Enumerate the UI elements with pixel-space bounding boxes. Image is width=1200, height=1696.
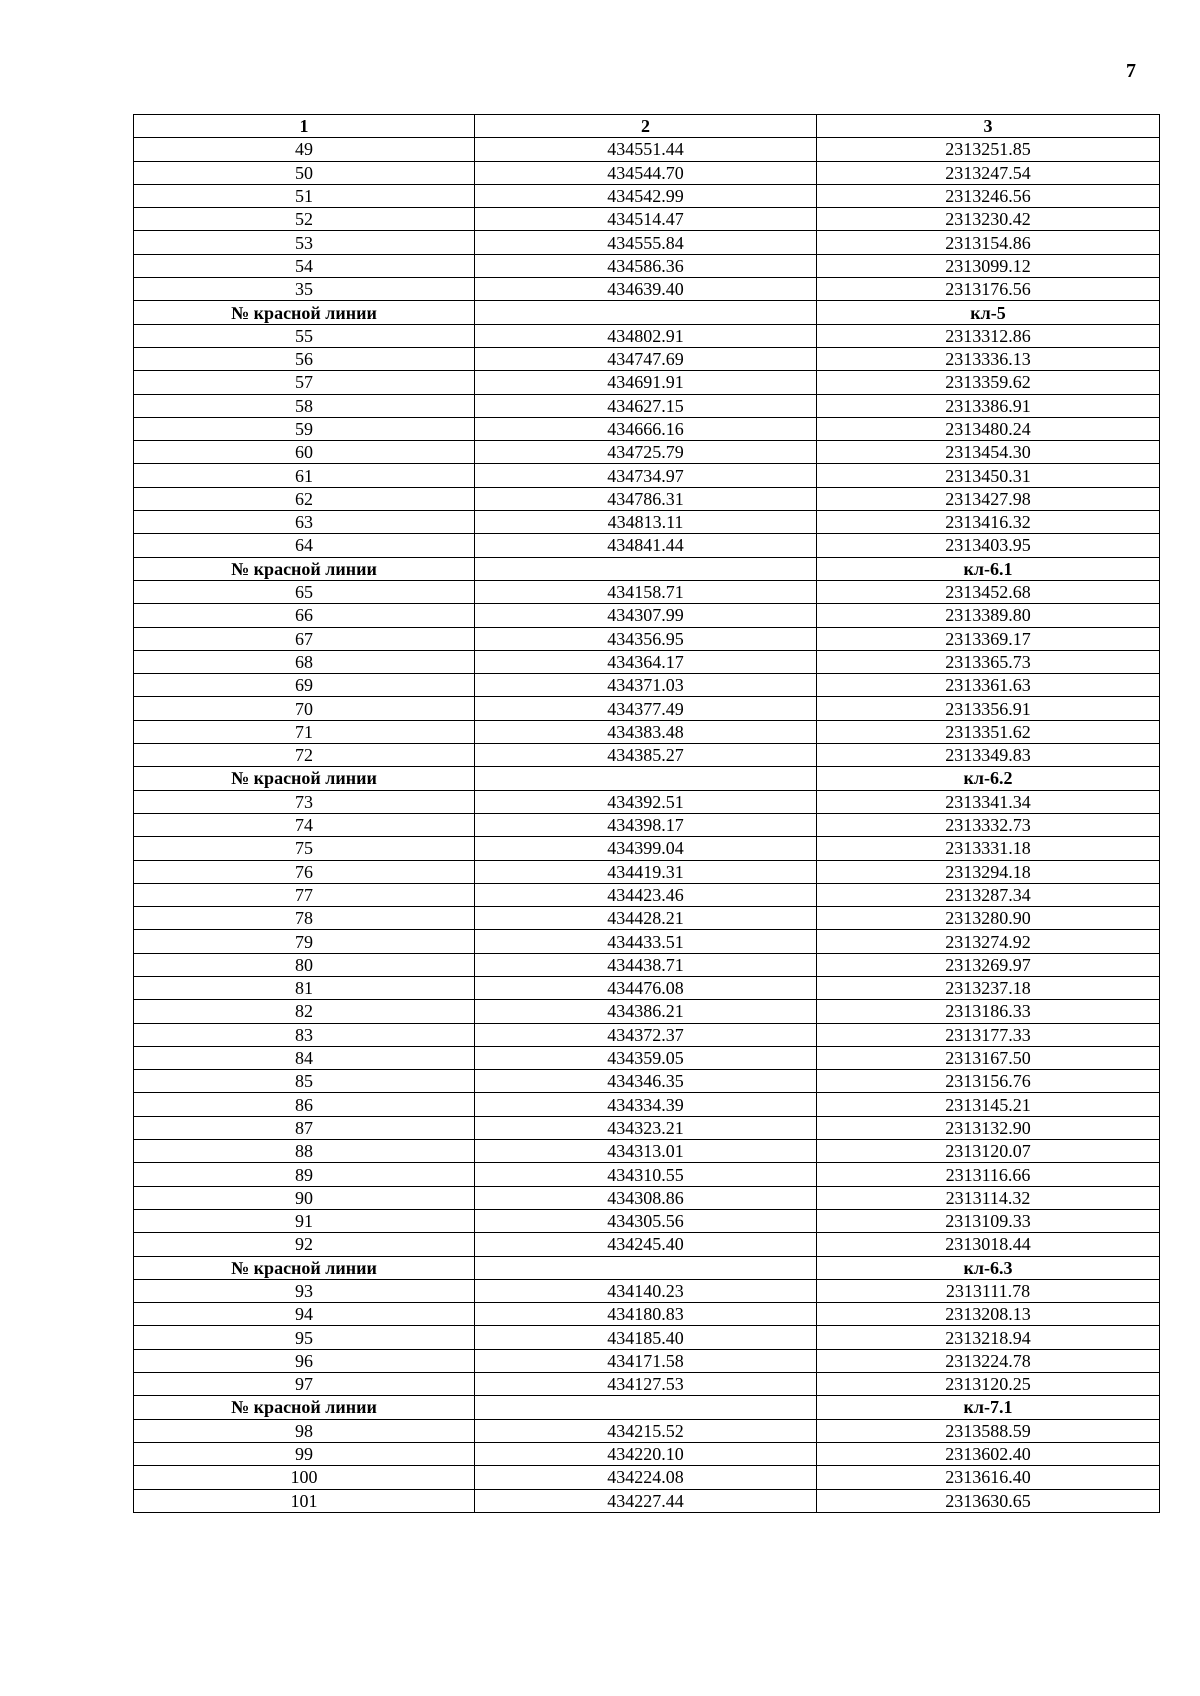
point-number-cell: 62 [134, 487, 475, 510]
section-empty-cell [475, 301, 817, 324]
point-number-cell: 93 [134, 1279, 475, 1302]
y-coordinate-cell: 2313616.40 [817, 1466, 1160, 1489]
section-empty-cell [475, 557, 817, 580]
y-coordinate-cell: 2313349.83 [817, 744, 1160, 767]
point-number-cell: 80 [134, 953, 475, 976]
point-number-cell: 98 [134, 1419, 475, 1442]
y-coordinate-cell: 2313274.92 [817, 930, 1160, 953]
table-row [134, 860, 1160, 883]
y-coordinate-cell: 2313186.33 [817, 1000, 1160, 1023]
table-row [134, 1116, 1160, 1139]
table-row [134, 930, 1160, 953]
x-coordinate-cell: 434185.40 [475, 1326, 817, 1349]
y-coordinate-cell: 2313224.78 [817, 1349, 1160, 1372]
x-coordinate-cell: 434346.35 [475, 1070, 817, 1093]
point-number-cell: 63 [134, 511, 475, 534]
point-number-cell: 57 [134, 371, 475, 394]
y-coordinate-cell: 2313208.13 [817, 1303, 1160, 1326]
point-number-cell: 66 [134, 604, 475, 627]
section-empty-cell [475, 1396, 817, 1419]
y-coordinate-cell: 2313480.24 [817, 417, 1160, 440]
x-coordinate-cell: 434127.53 [475, 1373, 817, 1396]
y-coordinate-cell: 2313156.76 [817, 1070, 1160, 1093]
x-coordinate-cell: 434627.15 [475, 394, 817, 417]
x-coordinate-cell: 434220.10 [475, 1442, 817, 1465]
table-row [134, 1466, 1160, 1489]
section-label-cell: № красной линии [134, 767, 475, 790]
point-number-cell: 59 [134, 417, 475, 440]
red-line-id-cell: кл-6.2 [817, 767, 1160, 790]
table-row [134, 1489, 1160, 1512]
y-coordinate-cell: 2313018.44 [817, 1233, 1160, 1256]
point-number-cell: 70 [134, 697, 475, 720]
point-number-cell: 71 [134, 720, 475, 743]
point-number-cell: 95 [134, 1326, 475, 1349]
x-coordinate-cell: 434433.51 [475, 930, 817, 953]
table-row [134, 278, 1160, 301]
table-row [134, 790, 1160, 813]
x-coordinate-cell: 434171.58 [475, 1349, 817, 1372]
x-coordinate-cell: 434419.31 [475, 860, 817, 883]
point-number-cell: 52 [134, 208, 475, 231]
point-number-cell: 60 [134, 441, 475, 464]
table-row [134, 1303, 1160, 1326]
table-row [134, 324, 1160, 347]
y-coordinate-cell: 2313269.97 [817, 953, 1160, 976]
point-number-cell: 89 [134, 1163, 475, 1186]
x-coordinate-cell: 434399.04 [475, 837, 817, 860]
y-coordinate-cell: 2313369.17 [817, 627, 1160, 650]
x-coordinate-cell: 434305.56 [475, 1209, 817, 1232]
y-coordinate-cell: 2313154.86 [817, 231, 1160, 254]
x-coordinate-cell: 434383.48 [475, 720, 817, 743]
table-row [134, 1046, 1160, 1069]
coordinates-table [133, 114, 1160, 1513]
y-coordinate-cell: 2313116.66 [817, 1163, 1160, 1186]
x-coordinate-cell: 434224.08 [475, 1466, 817, 1489]
table-row [134, 1279, 1160, 1302]
y-coordinate-cell: 2313386.91 [817, 394, 1160, 417]
y-coordinate-cell: 2313167.50 [817, 1046, 1160, 1069]
table-row [134, 1373, 1160, 1396]
point-number-cell: 54 [134, 254, 475, 277]
x-coordinate-cell: 434371.03 [475, 674, 817, 697]
point-number-cell: 100 [134, 1466, 475, 1489]
y-coordinate-cell: 2313251.85 [817, 138, 1160, 161]
point-number-cell: 86 [134, 1093, 475, 1116]
red-line-id-cell: кл-6.1 [817, 557, 1160, 580]
point-number-cell: 83 [134, 1023, 475, 1046]
table-row [134, 417, 1160, 440]
point-number-cell: 72 [134, 744, 475, 767]
table-row [134, 1442, 1160, 1465]
table-row [134, 953, 1160, 976]
y-coordinate-cell: 2313427.98 [817, 487, 1160, 510]
y-coordinate-cell: 2313365.73 [817, 650, 1160, 673]
y-coordinate-cell: 2313351.62 [817, 720, 1160, 743]
y-coordinate-cell: 2313450.31 [817, 464, 1160, 487]
y-coordinate-cell: 2313454.30 [817, 441, 1160, 464]
section-label-cell: № красной линии [134, 301, 475, 324]
x-coordinate-cell: 434398.17 [475, 813, 817, 836]
x-coordinate-cell: 434392.51 [475, 790, 817, 813]
y-coordinate-cell: 2313452.68 [817, 580, 1160, 603]
point-number-cell: 90 [134, 1186, 475, 1209]
point-number-cell: 88 [134, 1140, 475, 1163]
x-coordinate-cell: 434310.55 [475, 1163, 817, 1186]
red-line-id-cell: кл-6.3 [817, 1256, 1160, 1279]
table-header-row [134, 115, 1160, 138]
table-row [134, 1093, 1160, 1116]
column-header: 2 [475, 115, 817, 138]
section-empty-cell [475, 1256, 817, 1279]
table-row [134, 487, 1160, 510]
point-number-cell: 94 [134, 1303, 475, 1326]
y-coordinate-cell: 2313331.18 [817, 837, 1160, 860]
table-row [134, 371, 1160, 394]
x-coordinate-cell: 434555.84 [475, 231, 817, 254]
x-coordinate-cell: 434227.44 [475, 1489, 817, 1512]
point-number-cell: 53 [134, 231, 475, 254]
y-coordinate-cell: 2313177.33 [817, 1023, 1160, 1046]
y-coordinate-cell: 2313356.91 [817, 697, 1160, 720]
point-number-cell: 64 [134, 534, 475, 557]
y-coordinate-cell: 2313132.90 [817, 1116, 1160, 1139]
x-coordinate-cell: 434245.40 [475, 1233, 817, 1256]
y-coordinate-cell: 2313114.32 [817, 1186, 1160, 1209]
y-coordinate-cell: 2313099.12 [817, 254, 1160, 277]
table-row [134, 254, 1160, 277]
y-coordinate-cell: 2313332.73 [817, 813, 1160, 836]
table-row [134, 1233, 1160, 1256]
table-row [134, 744, 1160, 767]
table-row [134, 697, 1160, 720]
y-coordinate-cell: 2313120.07 [817, 1140, 1160, 1163]
x-coordinate-cell: 434180.83 [475, 1303, 817, 1326]
table-row [134, 580, 1160, 603]
x-coordinate-cell: 434334.39 [475, 1093, 817, 1116]
x-coordinate-cell: 434786.31 [475, 487, 817, 510]
point-number-cell: 85 [134, 1070, 475, 1093]
y-coordinate-cell: 2313341.34 [817, 790, 1160, 813]
x-coordinate-cell: 434423.46 [475, 883, 817, 906]
x-coordinate-cell: 434359.05 [475, 1046, 817, 1069]
point-number-cell: 65 [134, 580, 475, 603]
section-label-cell: № красной линии [134, 557, 475, 580]
table-row [134, 883, 1160, 906]
table-row [134, 394, 1160, 417]
x-coordinate-cell: 434385.27 [475, 744, 817, 767]
table-row [134, 813, 1160, 836]
x-coordinate-cell: 434313.01 [475, 1140, 817, 1163]
point-number-cell: 69 [134, 674, 475, 697]
table-row [134, 511, 1160, 534]
point-number-cell: 82 [134, 1000, 475, 1023]
x-coordinate-cell: 434841.44 [475, 534, 817, 557]
x-coordinate-cell: 434747.69 [475, 347, 817, 370]
column-header: 1 [134, 115, 475, 138]
red-line-section-row [134, 767, 1160, 790]
table-row [134, 674, 1160, 697]
section-label-cell: № красной линии [134, 1396, 475, 1419]
x-coordinate-cell: 434639.40 [475, 278, 817, 301]
column-header: 3 [817, 115, 1160, 138]
table-row [134, 1023, 1160, 1046]
table-row [134, 347, 1160, 370]
point-number-cell: 67 [134, 627, 475, 650]
x-coordinate-cell: 434386.21 [475, 1000, 817, 1023]
red-line-section-row [134, 1256, 1160, 1279]
table-row [134, 1349, 1160, 1372]
table-row [134, 720, 1160, 743]
table-row [134, 231, 1160, 254]
x-coordinate-cell: 434307.99 [475, 604, 817, 627]
table-row [134, 1163, 1160, 1186]
x-coordinate-cell: 434372.37 [475, 1023, 817, 1046]
point-number-cell: 51 [134, 184, 475, 207]
y-coordinate-cell: 2313602.40 [817, 1442, 1160, 1465]
table-row [134, 464, 1160, 487]
point-number-cell: 87 [134, 1116, 475, 1139]
table-row [134, 976, 1160, 999]
table-row [134, 627, 1160, 650]
red-line-section-row [134, 1396, 1160, 1419]
point-number-cell: 76 [134, 860, 475, 883]
x-coordinate-cell: 434514.47 [475, 208, 817, 231]
x-coordinate-cell: 434725.79 [475, 441, 817, 464]
x-coordinate-cell: 434542.99 [475, 184, 817, 207]
x-coordinate-cell: 434308.86 [475, 1186, 817, 1209]
y-coordinate-cell: 2313294.18 [817, 860, 1160, 883]
y-coordinate-cell: 2313247.54 [817, 161, 1160, 184]
y-coordinate-cell: 2313403.95 [817, 534, 1160, 557]
table-row [134, 1140, 1160, 1163]
table-row [134, 837, 1160, 860]
x-coordinate-cell: 434551.44 [475, 138, 817, 161]
table-row [134, 604, 1160, 627]
point-number-cell: 92 [134, 1233, 475, 1256]
point-number-cell: 84 [134, 1046, 475, 1069]
section-empty-cell [475, 767, 817, 790]
x-coordinate-cell: 434586.36 [475, 254, 817, 277]
x-coordinate-cell: 434813.11 [475, 511, 817, 534]
point-number-cell: 81 [134, 976, 475, 999]
point-number-cell: 58 [134, 394, 475, 417]
point-number-cell: 91 [134, 1209, 475, 1232]
point-number-cell: 35 [134, 278, 475, 301]
y-coordinate-cell: 2313630.65 [817, 1489, 1160, 1512]
point-number-cell: 49 [134, 138, 475, 161]
x-coordinate-cell: 434544.70 [475, 161, 817, 184]
x-coordinate-cell: 434158.71 [475, 580, 817, 603]
y-coordinate-cell: 2313359.62 [817, 371, 1160, 394]
table-row [134, 1000, 1160, 1023]
y-coordinate-cell: 2313588.59 [817, 1419, 1160, 1442]
y-coordinate-cell: 2313246.56 [817, 184, 1160, 207]
x-coordinate-cell: 434323.21 [475, 1116, 817, 1139]
x-coordinate-cell: 434140.23 [475, 1279, 817, 1302]
table-row [134, 1070, 1160, 1093]
point-number-cell: 68 [134, 650, 475, 673]
table-row [134, 184, 1160, 207]
table-row [134, 1209, 1160, 1232]
red-line-id-cell: кл-5 [817, 301, 1160, 324]
red-line-section-row [134, 301, 1160, 324]
point-number-cell: 61 [134, 464, 475, 487]
point-number-cell: 55 [134, 324, 475, 347]
table-row [134, 161, 1160, 184]
y-coordinate-cell: 2313218.94 [817, 1326, 1160, 1349]
section-label-cell: № красной линии [134, 1256, 475, 1279]
point-number-cell: 96 [134, 1349, 475, 1372]
x-coordinate-cell: 434691.91 [475, 371, 817, 394]
y-coordinate-cell: 2313287.34 [817, 883, 1160, 906]
table-row [134, 650, 1160, 673]
point-number-cell: 73 [134, 790, 475, 813]
point-number-cell: 74 [134, 813, 475, 836]
table-row [134, 208, 1160, 231]
table-row [134, 441, 1160, 464]
x-coordinate-cell: 434802.91 [475, 324, 817, 347]
point-number-cell: 56 [134, 347, 475, 370]
point-number-cell: 77 [134, 883, 475, 906]
y-coordinate-cell: 2313145.21 [817, 1093, 1160, 1116]
x-coordinate-cell: 434734.97 [475, 464, 817, 487]
y-coordinate-cell: 2313111.78 [817, 1279, 1160, 1302]
point-number-cell: 50 [134, 161, 475, 184]
y-coordinate-cell: 2313230.42 [817, 208, 1160, 231]
red-line-id-cell: кл-7.1 [817, 1396, 1160, 1419]
y-coordinate-cell: 2313361.63 [817, 674, 1160, 697]
y-coordinate-cell: 2313280.90 [817, 907, 1160, 930]
x-coordinate-cell: 434438.71 [475, 953, 817, 976]
table-body [134, 138, 1160, 1513]
table-row [134, 1186, 1160, 1209]
table-row [134, 534, 1160, 557]
point-number-cell: 101 [134, 1489, 475, 1512]
point-number-cell: 99 [134, 1442, 475, 1465]
x-coordinate-cell: 434428.21 [475, 907, 817, 930]
y-coordinate-cell: 2313336.13 [817, 347, 1160, 370]
x-coordinate-cell: 434377.49 [475, 697, 817, 720]
table-row [134, 1326, 1160, 1349]
point-number-cell: 75 [134, 837, 475, 860]
table-row [134, 907, 1160, 930]
red-line-section-row [134, 557, 1160, 580]
point-number-cell: 78 [134, 907, 475, 930]
table-row [134, 138, 1160, 161]
y-coordinate-cell: 2313312.86 [817, 324, 1160, 347]
x-coordinate-cell: 434666.16 [475, 417, 817, 440]
table-row [134, 1419, 1160, 1442]
point-number-cell: 97 [134, 1373, 475, 1396]
x-coordinate-cell: 434215.52 [475, 1419, 817, 1442]
y-coordinate-cell: 2313237.18 [817, 976, 1160, 999]
x-coordinate-cell: 434476.08 [475, 976, 817, 999]
y-coordinate-cell: 2313416.32 [817, 511, 1160, 534]
y-coordinate-cell: 2313120.25 [817, 1373, 1160, 1396]
y-coordinate-cell: 2313389.80 [817, 604, 1160, 627]
page-number: 7 [1126, 60, 1136, 82]
point-number-cell: 79 [134, 930, 475, 953]
x-coordinate-cell: 434356.95 [475, 627, 817, 650]
x-coordinate-cell: 434364.17 [475, 650, 817, 673]
y-coordinate-cell: 2313109.33 [817, 1209, 1160, 1232]
y-coordinate-cell: 2313176.56 [817, 278, 1160, 301]
